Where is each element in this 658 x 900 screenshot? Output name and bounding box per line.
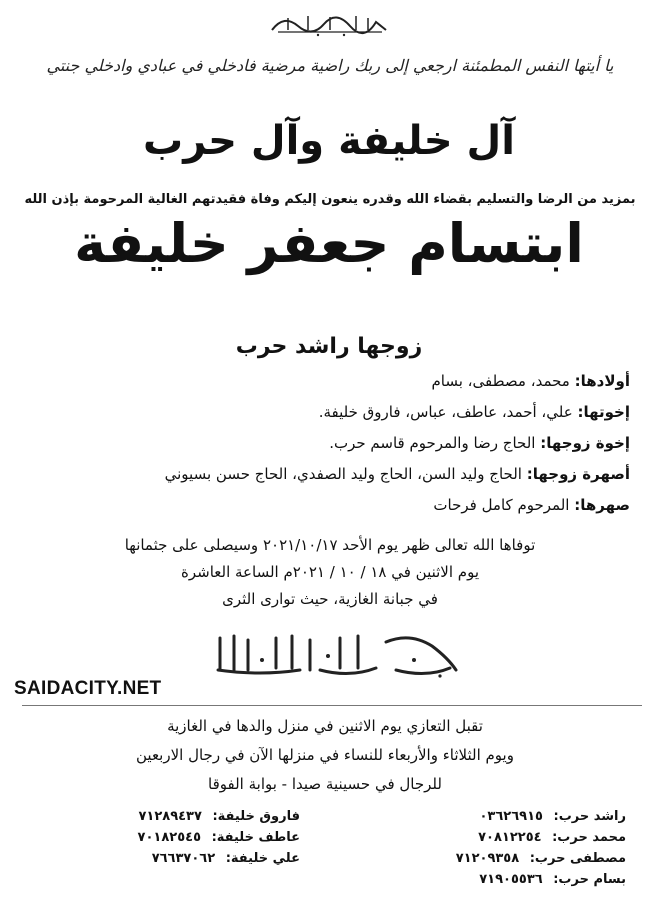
relatives-list xyxy=(40,366,630,521)
website-watermark: SAIDACITY.NET xyxy=(14,678,162,699)
relatives-row xyxy=(40,490,630,521)
contact-name: راشد حرب: xyxy=(553,809,626,824)
relative-value: الحاج وليد السن، الحاج وليد الصفدي، الحاج حسن بسيوني xyxy=(164,465,522,483)
contact-name: عاطف خليفة: xyxy=(211,830,300,845)
condolence-details xyxy=(60,712,590,799)
relative-label: إخوتها: xyxy=(577,403,630,421)
relative-value: علي، أحمد، عاطف، عباس، فاروق خليفة. xyxy=(318,403,573,421)
relatives-row xyxy=(40,366,630,397)
relative-label: أولادها: xyxy=(574,372,630,390)
contact-row xyxy=(406,869,626,890)
contact-name: محمد حرب: xyxy=(552,830,626,845)
contact-name: علي خليفة: xyxy=(225,851,300,866)
contacts-khalifa xyxy=(80,806,300,869)
death-details xyxy=(60,532,600,613)
quran-phrase-calligraphy xyxy=(200,630,470,680)
contact-row xyxy=(80,848,300,869)
contact-phone: ٧١٢٠٩٣٥٨ xyxy=(455,851,520,866)
relative-value: محمد، مصطفى، بسام xyxy=(431,372,570,390)
relative-value: المرحوم كامل فرحات xyxy=(433,496,570,514)
contact-phone: ٠٣٦٢٦٩١٥ xyxy=(479,809,543,824)
contact-name: مصطفى حرب: xyxy=(529,851,626,866)
contact-phone: ٧٠٨١٢٢٥٤ xyxy=(478,830,542,845)
contact-name: فاروق خليفة: xyxy=(212,809,300,824)
contact-phone: ٧٦٦٣٧٠٦٢ xyxy=(151,851,216,866)
relative-value: الحاج رضا والمرحوم قاسم حرب. xyxy=(329,434,536,452)
burial-line: في جبانة الغازية، حيث توارى الثرى xyxy=(222,590,438,608)
contact-row xyxy=(406,827,626,848)
death-line: توفاها الله تعالى ظهر يوم الأحد ٢٠٢١/١٠/١٧ وسيصلى على جثمانها xyxy=(124,536,536,554)
deceased-name: ابتسام جعفر خليفة xyxy=(74,212,584,275)
contact-row xyxy=(406,806,626,827)
funeral-line: يوم الاثنين في ١٨ / ١٠ / ٢٠٢١م الساعة العاشرة xyxy=(181,563,479,581)
contact-name: بسام حرب: xyxy=(553,872,626,887)
contact-row xyxy=(80,827,300,848)
quran-verse: يا أيتها النفس المطمئنة ارجعي إلى ربك راضية مرضية فادخلي في عبادي وادخلي جنتي xyxy=(46,56,614,75)
quran-phrase-calligraphy-icon xyxy=(200,630,470,680)
announcement-text: بمزيد من الرضا والتسليم بقضاء الله وقدره ينعون إليكم وفاة فقيدتهم الغالية المرحومة بإذن الله xyxy=(24,192,636,207)
contact-phone: ٧٠١٨٢٥٤٥ xyxy=(137,830,202,845)
spouse-line: زوجها راشد حرب xyxy=(235,334,423,359)
relative-label: إخوة زوجها: xyxy=(540,434,630,452)
family-names: آل خليفة وآل حرب xyxy=(143,118,515,164)
relatives-row xyxy=(40,397,630,428)
relatives-row xyxy=(40,428,630,459)
basmala-calligraphy-icon xyxy=(264,8,394,38)
condolence-line: ويوم الثلاثاء والأربعاء للنساء في منزلها الآن في رجال الاربعين xyxy=(136,746,514,764)
contacts-harb xyxy=(406,806,626,890)
contact-phone: ٧١٢٨٩٤٣٧ xyxy=(138,809,202,824)
relative-label: صهرها: xyxy=(574,496,630,514)
relatives-row xyxy=(40,459,630,490)
condolence-line: للرجال في حسينية صيدا - بوابة الفوقا xyxy=(208,775,442,793)
contact-row xyxy=(406,848,626,869)
section-divider xyxy=(22,705,642,706)
basmala-calligraphy xyxy=(0,6,658,40)
relative-label: أصهرة زوجها: xyxy=(526,465,630,483)
contact-row xyxy=(80,806,300,827)
condolence-line: تقبل التعازي يوم الاثنين في منزل والدها في الغازية xyxy=(167,717,483,735)
contact-phone: ٧١٩٠٥٥٣٦ xyxy=(479,872,543,887)
